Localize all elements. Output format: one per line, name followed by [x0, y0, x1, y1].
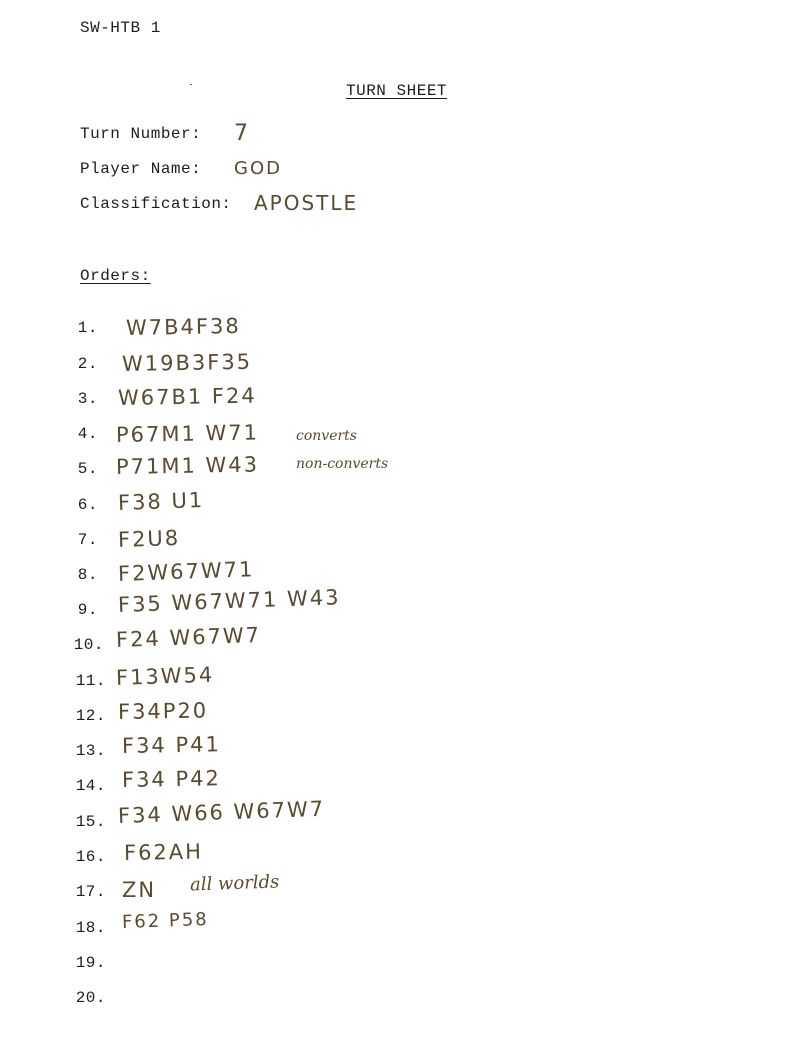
order-number: 17. [75, 883, 106, 901]
order-number: 13. [75, 742, 106, 760]
order-text: F2W67W71 [117, 557, 255, 586]
order-text: F24 W67W7 [115, 622, 262, 652]
order-number: 8. [77, 566, 98, 584]
order-note: converts [296, 428, 357, 444]
classification-value: APOSTLE [254, 191, 359, 215]
order-number: 1. [77, 319, 98, 337]
order-text: F2U8 [117, 525, 181, 552]
order-number: 2. [77, 355, 98, 373]
order-text: P71M1 W43 [115, 452, 260, 479]
page-title: TURN SHEET [346, 82, 448, 100]
order-number: 5. [77, 460, 98, 478]
order-number: 9. [77, 601, 98, 619]
order-number: 20. [75, 989, 106, 1007]
order-text: F35 W67W71 W43 [117, 585, 341, 617]
orders-heading: Orders: [80, 267, 151, 285]
player-name-value: GOD [234, 158, 282, 179]
order-number: 15. [75, 813, 106, 831]
order-text: P67M1 W71 [115, 420, 260, 447]
order-number: 3. [77, 390, 98, 408]
order-number: 14. [75, 777, 106, 795]
order-text: W19B3F35 [121, 349, 253, 376]
order-number: 6. [77, 496, 98, 514]
player-name-label: Player Name: [80, 160, 202, 178]
order-text: F34 P42 [121, 766, 222, 792]
order-text: F62 P58 [121, 908, 210, 933]
header-code: SW-HTB 1 [80, 19, 161, 37]
classification-label: Classification: [80, 195, 232, 213]
order-text: F62AH [123, 839, 204, 865]
order-number: 11. [75, 672, 106, 690]
order-text: F34 W66 W67W7 [117, 796, 326, 828]
order-note: all worlds [189, 871, 280, 896]
order-number: 12. [75, 707, 106, 725]
order-number: 7. [77, 531, 98, 549]
order-note: non-converts [296, 456, 389, 472]
order-text: F38 U1 [117, 487, 205, 515]
order-text: W7B4F38 [125, 313, 241, 340]
order-number: 10. [73, 636, 104, 654]
order-number: 4. [77, 425, 98, 443]
order-text: F34P20 [117, 698, 209, 724]
turn-number-label: Turn Number: [80, 125, 202, 143]
order-text: W67B1 F24 [117, 383, 257, 410]
order-text: ZN [122, 878, 157, 902]
order-number: 18. [75, 919, 106, 937]
order-text: F34 P41 [121, 732, 222, 758]
turn-number-value: 7 [234, 121, 250, 146]
paper-speck [190, 84, 192, 85]
order-number: 16. [75, 848, 106, 866]
order-text: F13W54 [115, 662, 215, 690]
order-number: 19. [75, 954, 106, 972]
